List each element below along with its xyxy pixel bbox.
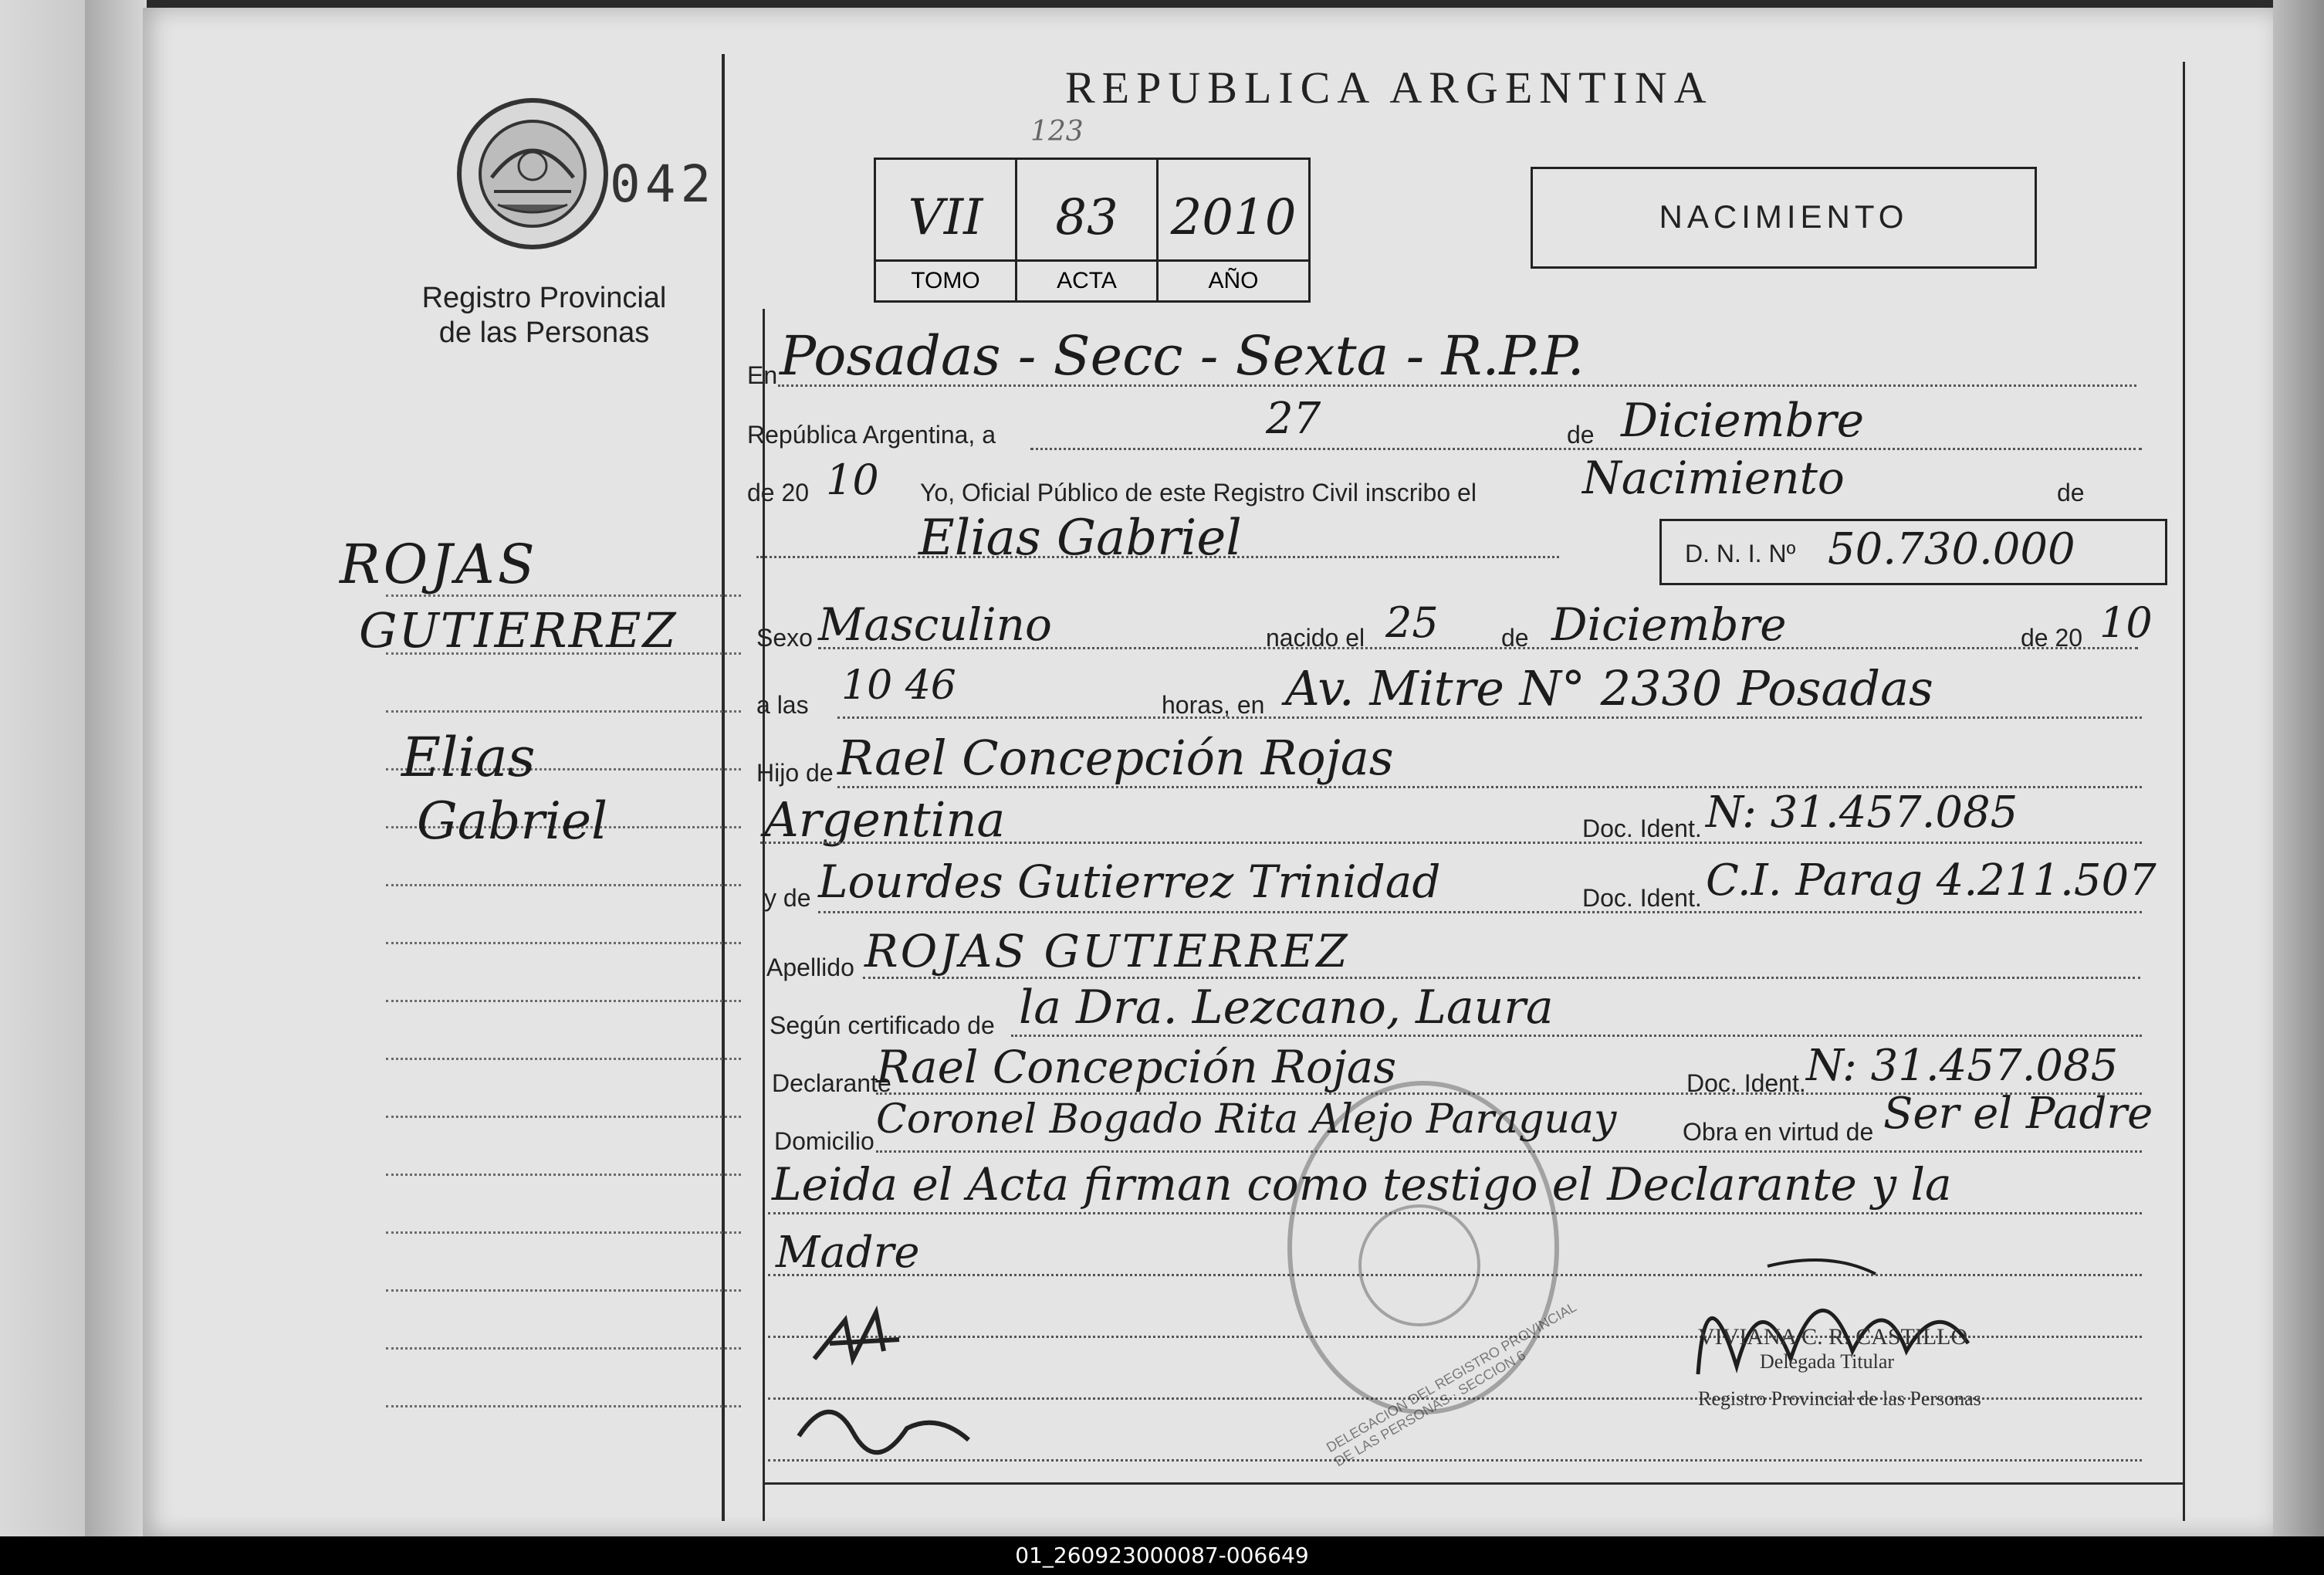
margin-ruled-line	[386, 1231, 741, 1234]
anio-value: 2010	[1170, 189, 1297, 246]
record-month: Diciembre	[1621, 394, 1865, 448]
en-label: En	[747, 361, 778, 389]
event-type: Nacimiento	[1582, 452, 1845, 504]
birth-month: Diciembre	[1551, 598, 1787, 651]
margin-surname-line2: GUTIERREZ	[359, 602, 678, 659]
scan-id: 01_260923000087-006649	[1015, 1543, 1309, 1568]
acta-box	[1017, 160, 1159, 300]
margin-ruled-line	[386, 1000, 741, 1002]
margin-ruled-line	[386, 710, 741, 713]
father-doc: N: 31.457.085	[1706, 788, 2018, 838]
father-name: Rael Concepción Rojas	[837, 730, 1394, 786]
father-nationality: Argentina	[764, 791, 1006, 848]
declarante-label: Declarante	[772, 1069, 891, 1097]
domicilio-value: Coronel Bogado Rita Alejo Paraguay	[876, 1096, 1617, 1143]
register-boxes	[874, 158, 1311, 303]
birth-place: Av. Mitre N° 2330 Posadas	[1285, 660, 1933, 716]
margin-ruled-line	[386, 884, 741, 886]
record-type-box	[1531, 167, 2037, 269]
pencil-note: 123	[1030, 116, 1084, 147]
margin-ruled-line	[386, 942, 741, 944]
page-title: REPUBLICA ARGENTINA	[1065, 63, 1713, 113]
obra-value: Ser el Padre	[1883, 1089, 2153, 1139]
margin-ruled-line	[386, 1289, 741, 1292]
horas-label: horas, en	[1162, 691, 1265, 719]
inscription-text: Yo, Oficial Público de este Registro Civil inscribo el	[920, 479, 1477, 506]
officer-registry: Registro Provincial de las Personas	[1698, 1387, 1981, 1410]
tomo-label: TOMO	[876, 259, 1015, 300]
right-margin-rule	[2183, 62, 2185, 1521]
apellido-value: ROJAS GUTIERREZ	[864, 925, 1350, 977]
de-label: de	[1567, 421, 1595, 449]
apellido-label: Apellido	[766, 953, 854, 981]
obra-label: Obra en virtud de	[1683, 1118, 1874, 1146]
year-label: de 20	[747, 479, 810, 506]
acta-label: ACTA	[1017, 259, 1156, 300]
alas-label: a las	[756, 691, 809, 719]
mother-name: Lourdes Gutierrez Trinidad	[818, 855, 1441, 908]
margin-ruled-line	[386, 1405, 741, 1407]
record-type: NACIMIENTO	[1659, 198, 1909, 235]
tomo-box	[876, 160, 1017, 300]
birth-time: 10 46	[841, 662, 956, 709]
stamp-emblem	[1358, 1204, 1480, 1326]
margin-ruled-line	[386, 1058, 741, 1060]
nacido-label: nacido el	[1266, 624, 1365, 652]
book-cover-edge	[85, 0, 147, 1536]
officer-name: VIVIANA C. R. CASTILLO	[1698, 1324, 1968, 1350]
acta-value: 83	[1055, 189, 1118, 246]
bottom-rule	[763, 1482, 2183, 1485]
tomo-value: VII	[908, 189, 983, 246]
declarante-doc-label: Doc. Ident.	[1686, 1069, 1806, 1097]
birth-year-suffix: 10	[2099, 598, 2153, 647]
left-column-rule	[722, 54, 725, 1521]
father-doc-label: Doc. Ident.	[1582, 815, 1702, 842]
witness-signature-icon	[783, 1297, 1015, 1467]
dni-number: 50.730.000	[1828, 524, 2075, 574]
registry-name-line1: Registro Provincial	[421, 282, 667, 314]
book-right-edge	[2273, 0, 2324, 1536]
misiones-seal-icon	[452, 93, 614, 255]
hijo-label: Hijo de	[756, 759, 834, 787]
officer-block	[1698, 1324, 1981, 1411]
margin-ruled-line	[386, 1116, 741, 1118]
dni-box	[1659, 519, 2167, 585]
anio-label: AÑO	[1159, 259, 1308, 300]
mother-doc-label: Doc. Ident.	[1582, 884, 1702, 912]
margin-ruled-line	[386, 1347, 741, 1350]
record-day: 27	[1266, 394, 1321, 444]
declarante-doc: N: 31.457.085	[1806, 1041, 2119, 1091]
yde-label: y de	[764, 884, 811, 912]
margin-name-line1: Elias	[401, 726, 536, 789]
mother-doc: C.I. Parag 4.211.507	[1706, 855, 2157, 906]
place-of-record: Posadas - Secc - Sexta - R.P.P.	[780, 324, 1585, 388]
certificado-value: la Dra. Lezcano, Laura	[1019, 981, 1554, 1035]
folio-number: 042	[610, 154, 716, 214]
segun-label: Según certificado de	[770, 1011, 995, 1039]
record-year-suffix: 10	[826, 456, 879, 504]
observaciones-line2: Madre	[776, 1228, 920, 1278]
sexo-label: Sexo	[756, 624, 813, 652]
de2-label: de	[2057, 479, 2085, 506]
observaciones-line1: Leida el Acta firman como testigo el Declarante y la	[772, 1158, 1952, 1211]
margin-surname-line1: ROJAS	[340, 533, 538, 596]
birth-day: 25	[1385, 598, 1439, 647]
republica-label: República Argentina, a	[747, 421, 996, 449]
registered-name: Elias Gabriel	[918, 510, 1242, 567]
de3-label: de	[1501, 624, 1529, 652]
stamp-text: DELEGACION DEL REGISTRO PROVINCIAL DE LAS PERSONAS · SECCION 6	[1323, 1299, 1579, 1470]
margin-ruled-line	[386, 1174, 741, 1176]
declarante-name: Rael Concepción Rojas	[876, 1041, 1397, 1093]
anio-box	[1159, 160, 1308, 300]
birth-year-label: de 20	[2021, 624, 2083, 652]
dni-label: D. N. I. Nº	[1685, 540, 1796, 567]
margin-name-line2: Gabriel	[417, 791, 608, 851]
domicilio-label: Domicilio	[774, 1127, 874, 1155]
registry-name-line2: de las Personas	[438, 317, 650, 349]
officer-title: Delegada Titular	[1760, 1350, 1895, 1373]
sexo-value: Masculino	[818, 598, 1052, 651]
